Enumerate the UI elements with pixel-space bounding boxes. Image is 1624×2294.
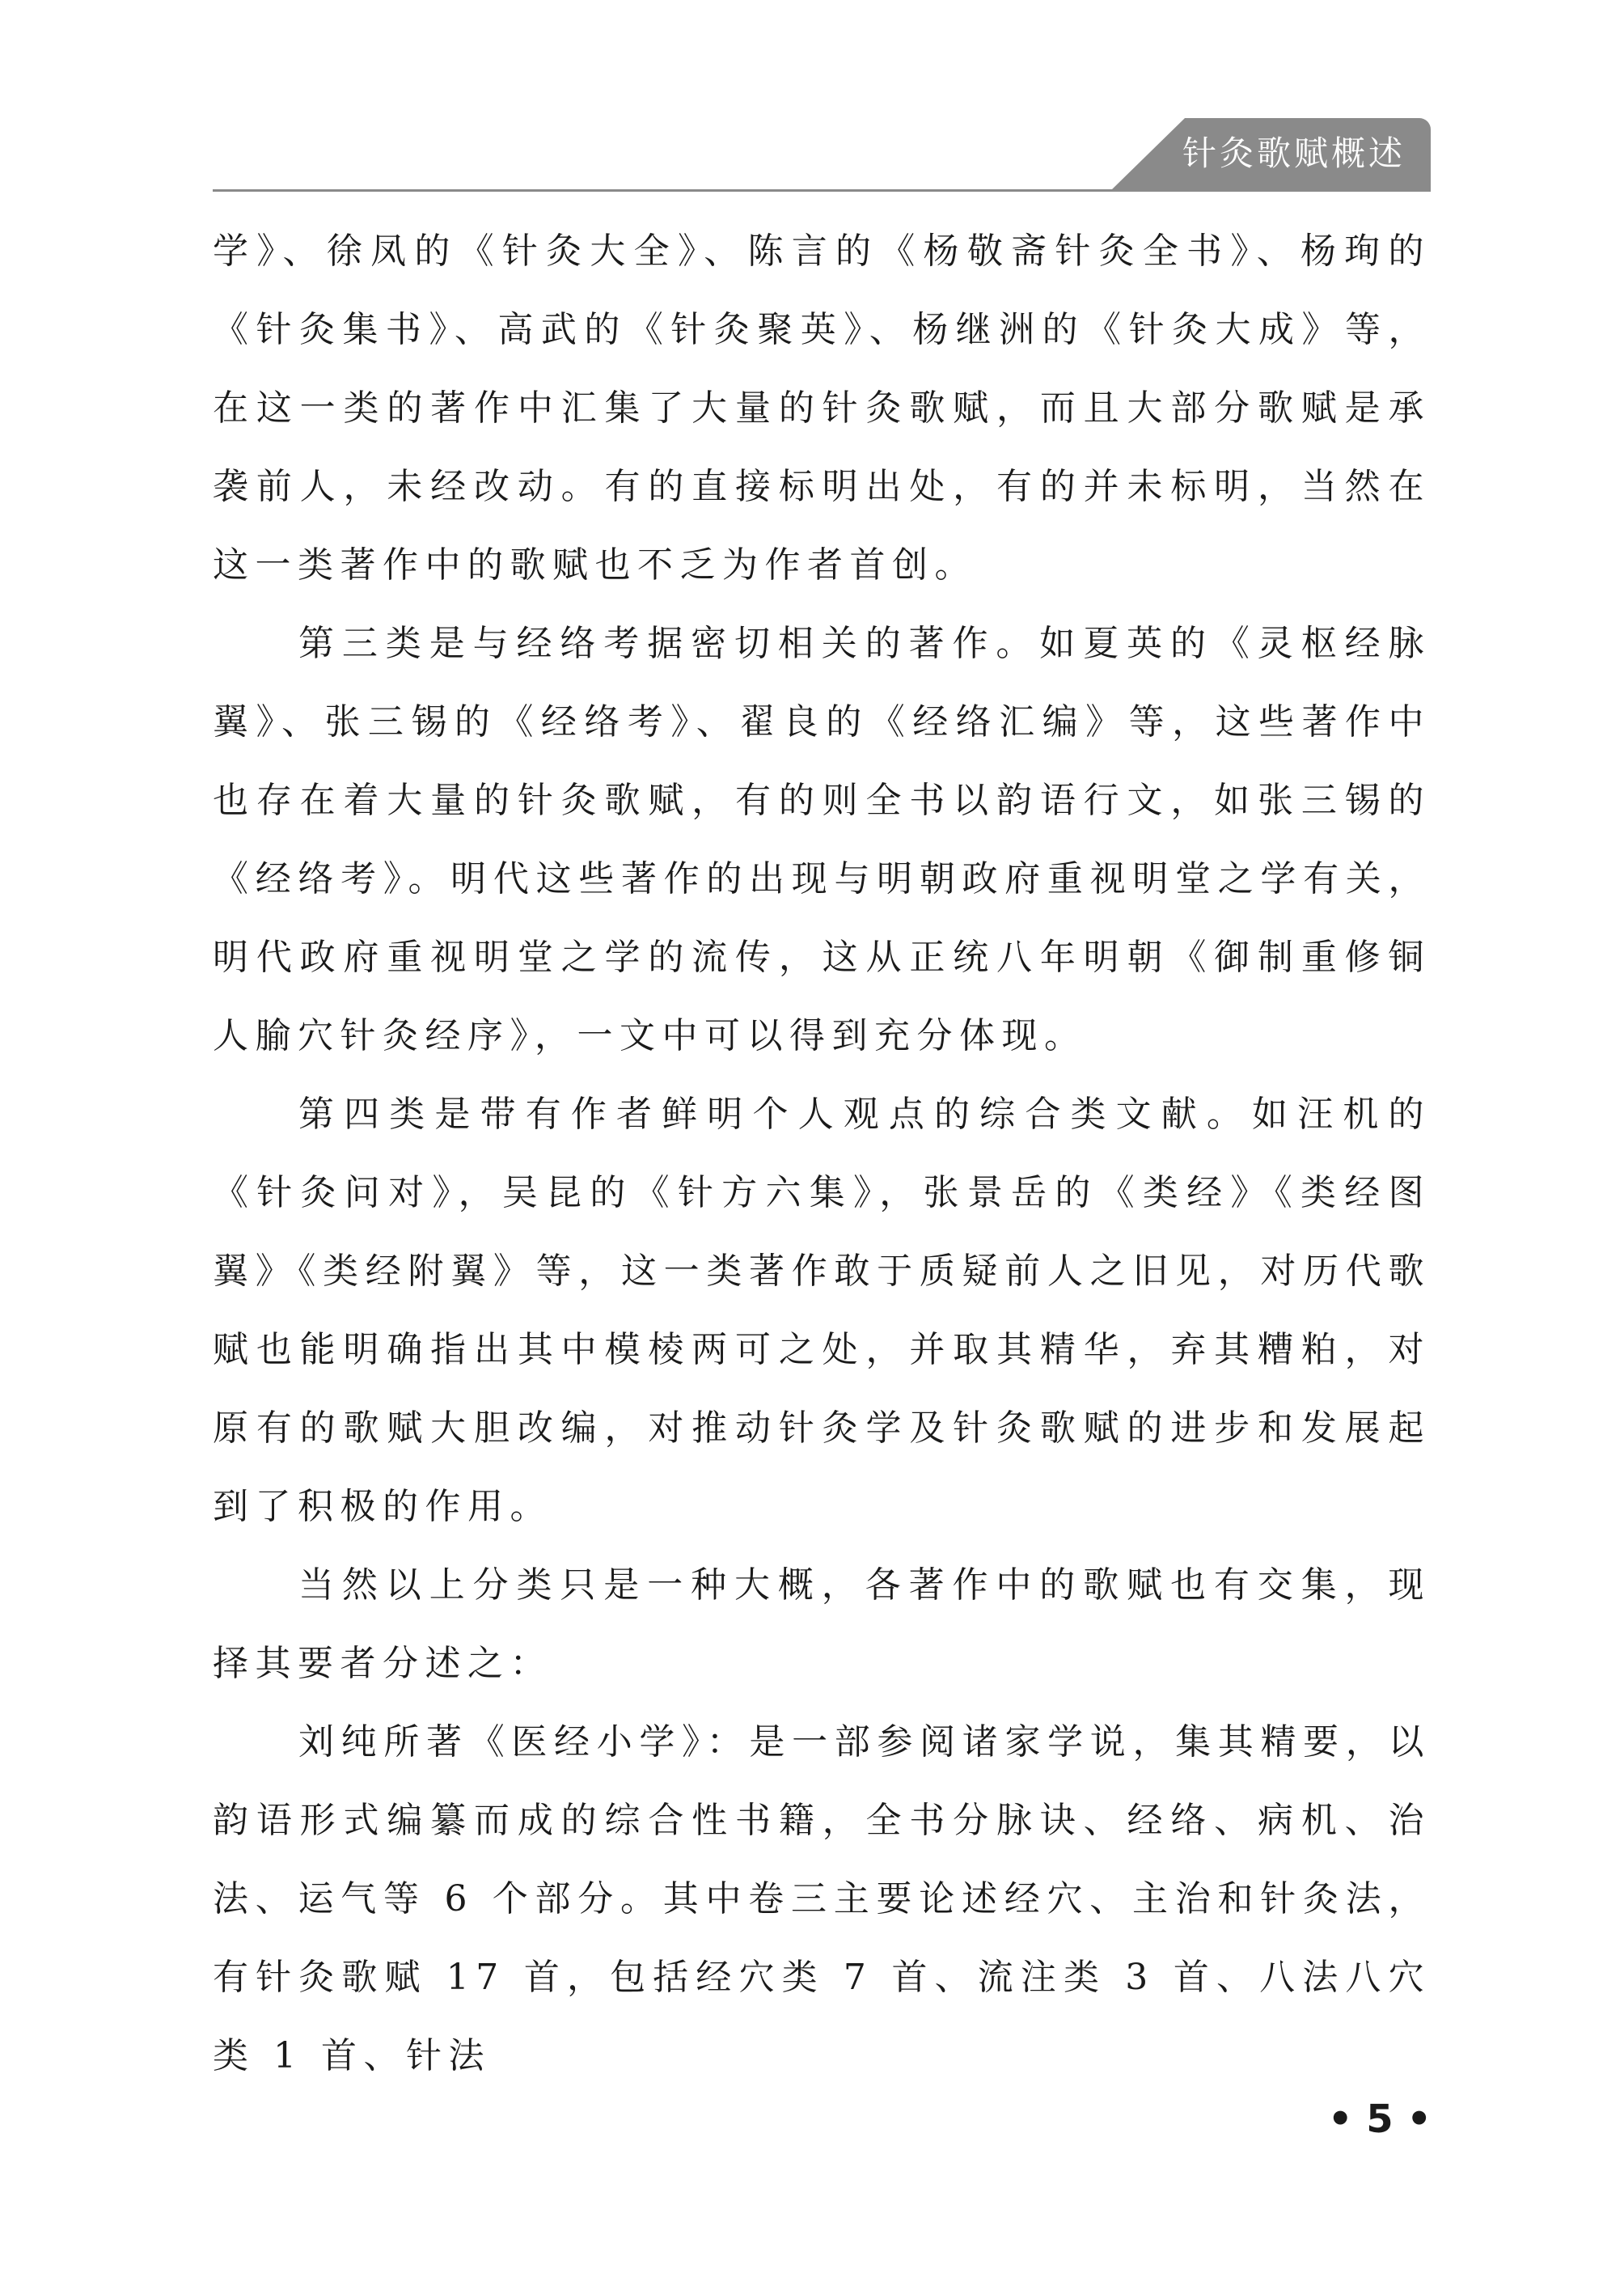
- body-text: [213, 212, 1431, 2095]
- page-number: • 5 •: [1327, 2097, 1432, 2142]
- paragraph-fourth-category: 第四类是带有作者鲜明个人观点的综合类文献。如汪机的《针灸问对》，吴昆的《针方六集》，张景岳的《类经》《类经图翼》《类经附翼》等，这一类著作敢于质疑前人之旧见，对历代歌赋也能明确指出其中模棱两可之处，并取其精华，弃其糟粕，对原有的歌赋大胆改编，对推动针灸学及针灸歌赋的进步和发展起到了积极的作用。: [213, 1094, 1431, 1527]
- running-header-title: 针灸歌赋概述: [1182, 133, 1406, 173]
- paragraph-summary: 当然以上分类只是一种大概，各著作中的歌赋也有交集，现择其要者分述之：: [213, 1564, 1431, 1684]
- paragraph-yijing-xiaoxue: 刘纯所著《医经小学》：是一部参阅诸家学说，集其精要，以韵语形式编纂而成的综合性书籍，全书分脉诀、经络、病机、治法、运气等 6 个部分。其中卷三主要论述经穴、主治和针灸法，有针灸歌赋 17 首，包括经穴类 7 首、流注类 3 首、八法八穴类 1 首、针法: [213, 1721, 1431, 2076]
- header-divider-line: [213, 189, 1431, 192]
- paragraph-continued: 学》、徐凤的《针灸大全》、陈言的《杨敬斋针灸全书》、杨珣的《针灸集书》、高武的《针灸聚英》、杨继洲的《针灸大成》等，在这一类的著作中汇集了大量的针灸歌赋，而且大部分歌赋是承袭前人，未经改动。有的直接标明出处，有的并未标明，当然在这一类著作中的歌赋也不乏为作者首创。: [213, 231, 1431, 586]
- paragraph-third-category: 第三类是与经络考据密切相关的著作。如夏英的《灵枢经脉翼》、张三锡的《经络考》、翟良的《经络汇编》等，这些著作中也存在着大量的针灸歌赋，有的则全书以韵语行文，如张三锡的《经络考》。明代这些著作的出现与明朝政府重视明堂之学有关，明代政府重视明堂之学的流传，这从正统八年明朝《御制重修铜人腧穴针灸经序》，一文中可以得到充分体现。: [213, 623, 1431, 1056]
